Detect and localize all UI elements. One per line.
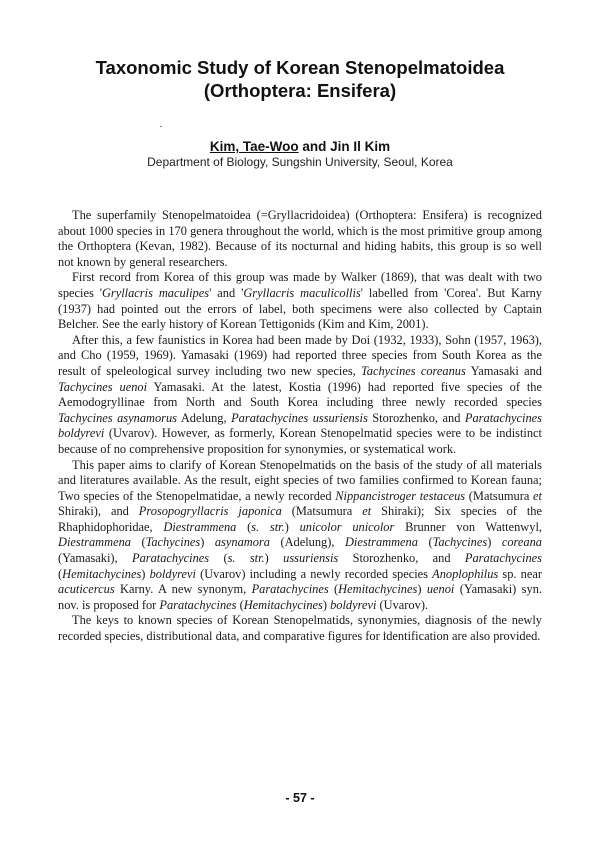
- text-run: Adelung,: [177, 410, 232, 425]
- italic-run: Gryllacris maculipes: [101, 285, 210, 300]
- text-run: Brunner von Wattenwyl,: [394, 519, 542, 534]
- text-run: The keys to known species of Korean Stenopelmatids, synonymies, diagnosis of the newly recorded species, distributional data, and comparative figures for identification are also provided.: [58, 613, 542, 644]
- text-run: First record from Korea of this group was made by Walker (1869), that was dealt with two species ': [58, 270, 542, 300]
- italic-run: Diestrammena: [58, 535, 131, 550]
- body-paragraph: [58, 613, 542, 644]
- italic-run: Tachycines uenoi: [58, 379, 148, 394]
- text-run: (Uvarov). However, as formerly, Korean Stenopelmatid species were to be indistinct because of no comprehensive proposition for synonymies, or systematical work.: [58, 426, 542, 456]
- italic-run: unicolor unicolor: [299, 519, 395, 534]
- italic-run: Tachycines: [432, 535, 488, 550]
- text-run: (: [328, 582, 339, 597]
- abstract-body: [58, 208, 542, 645]
- body-paragraph: [58, 270, 542, 332]
- text-run: (Yamasaki) syn. nov. is proposed for: [58, 582, 542, 612]
- text-run: ): [264, 551, 284, 566]
- italic-run: Tachycines asynamorus: [58, 410, 177, 425]
- italic-run: coreana: [501, 535, 542, 550]
- italic-run: asynamora: [214, 535, 270, 550]
- text-run: After this, a few faunistics in Korea had been made by Doi (1932, 1933), Sohn (1957, 1963), and Cho (1959, 1969). Yamasaki (1969) had reported three species from South Korea as the result of speleological survey including two new species,: [58, 332, 542, 378]
- italic-run: Paratachycines boldyrevi: [58, 410, 542, 441]
- text-run: ): [417, 582, 427, 597]
- body-paragraph: [58, 333, 542, 458]
- text-run: (: [236, 519, 252, 534]
- text-run: ' and ': [209, 285, 244, 300]
- text-run: (: [236, 597, 244, 612]
- italic-run: Paratachycines: [132, 551, 210, 566]
- italic-run: Anoplophilus: [432, 566, 499, 581]
- text-run: Karny. A new synonym,: [114, 582, 252, 597]
- italic-run: acuticercus: [58, 582, 115, 597]
- italic-run: s. str.: [251, 519, 285, 534]
- text-run: (: [209, 551, 228, 566]
- italic-run: uenoi: [426, 582, 455, 597]
- co-author: and Jin Il Kim: [298, 139, 391, 154]
- affiliation: Department of Biology, Sungshin University, Seoul, Korea: [147, 155, 453, 169]
- italic-run: Prosopogryllacris japonica: [138, 504, 282, 519]
- italic-run: ussuriensis: [283, 551, 339, 566]
- italic-run: Paratachycines: [464, 551, 542, 566]
- italic-run: Nippancistroger testaceus: [335, 488, 466, 503]
- text-run: (Uvarov) including a newly recorded species: [195, 566, 433, 581]
- text-run: (: [417, 535, 433, 550]
- text-run: (Matsumura: [281, 504, 363, 519]
- italic-run: Diestrammena: [163, 519, 237, 534]
- text-run: (: [130, 535, 146, 550]
- text-run: ): [284, 519, 300, 534]
- text-run: The superfamily Stenopelmatoidea (=Gryllacridoidea) (Orthoptera: Ensifera) is recognized about 1000 species in 170 genera throughout the world, which is the most primitive group among the Orthoptera (Kevan, 1982). Because of its nocturnal and hiding habits, this group is so well not known by general researchers.: [58, 208, 542, 269]
- italic-run: Tachycines: [145, 535, 201, 550]
- text-run: (Uvarov).: [376, 597, 429, 612]
- text-run: Storozhenko, and: [367, 410, 465, 425]
- text-run: (Yamasaki),: [58, 551, 133, 566]
- text-run: This paper aims to clarify of Korean Stenopelmatids on the basis of the study of all materials and literatures available. As the result, eight species of two families confirmed to Korean fauna; Two species of the Stenopelmatidae, a newly recorded: [58, 457, 542, 503]
- text-run: ): [141, 566, 150, 581]
- italic-run: Hemitachycines: [243, 597, 323, 612]
- author-line: [40, 139, 560, 155]
- italic-run: Paratachycines: [159, 597, 237, 612]
- italic-run: et: [533, 488, 542, 503]
- italic-run: Hemitachycines: [338, 582, 418, 597]
- italic-run: Tachycines coreanus: [361, 363, 466, 378]
- text-run: Yamasaki and: [465, 363, 542, 378]
- text-run: ): [487, 535, 502, 550]
- italic-run: Paratachycines: [251, 582, 329, 597]
- italic-run: boldyrevi: [149, 566, 196, 581]
- text-run: (Adelung),: [269, 535, 345, 550]
- italic-run: et: [362, 504, 372, 519]
- text-run: Shiraki); Six species of the Rhaphidophoridae,: [58, 504, 542, 534]
- first-author: Kim, Tae-Woo: [209, 139, 299, 154]
- italic-run: Gryllacris maculicollis: [243, 285, 361, 300]
- text-run: Yamasaki. At the latest, Kostia (1996) had reported five species of the Aemodogryllinae from North and South Korea including three newly recorded species: [58, 379, 542, 410]
- text-run: sp. near: [498, 566, 542, 581]
- text-run: ): [322, 597, 331, 612]
- text-run: ): [200, 535, 215, 550]
- page-number: - 57 -: [285, 791, 315, 805]
- italic-run: Diestrammena: [344, 535, 418, 550]
- title-line-1: Taxonomic Study of Korean Stenopelmatoidea: [95, 57, 505, 78]
- body-paragraph: [58, 458, 542, 614]
- title-line-2: (Orthoptera: Ensifera): [203, 80, 397, 101]
- text-run: (Matsumura: [465, 488, 534, 503]
- italic-run: Paratachycines ussuriensis: [231, 410, 368, 425]
- text-run: Storozhenko, and: [338, 551, 465, 566]
- paper-title: [40, 56, 560, 102]
- italic-run: Hemitachycines: [62, 566, 142, 581]
- text-run: ' labelled from 'Corea'. But Karny (1937) had pointed out the errors of label, both specimens were also collected by Captain Belcher. See the early history of Korean Tettigonids (Kim and Kim, 2001).: [58, 285, 542, 332]
- body-paragraph: [58, 208, 542, 270]
- text-run: (: [58, 566, 63, 581]
- text-run: Shiraki), and: [58, 504, 139, 519]
- italic-run: s. str.: [227, 551, 265, 566]
- italic-run: boldyrevi: [330, 597, 377, 612]
- scan-speck: [160, 126, 162, 127]
